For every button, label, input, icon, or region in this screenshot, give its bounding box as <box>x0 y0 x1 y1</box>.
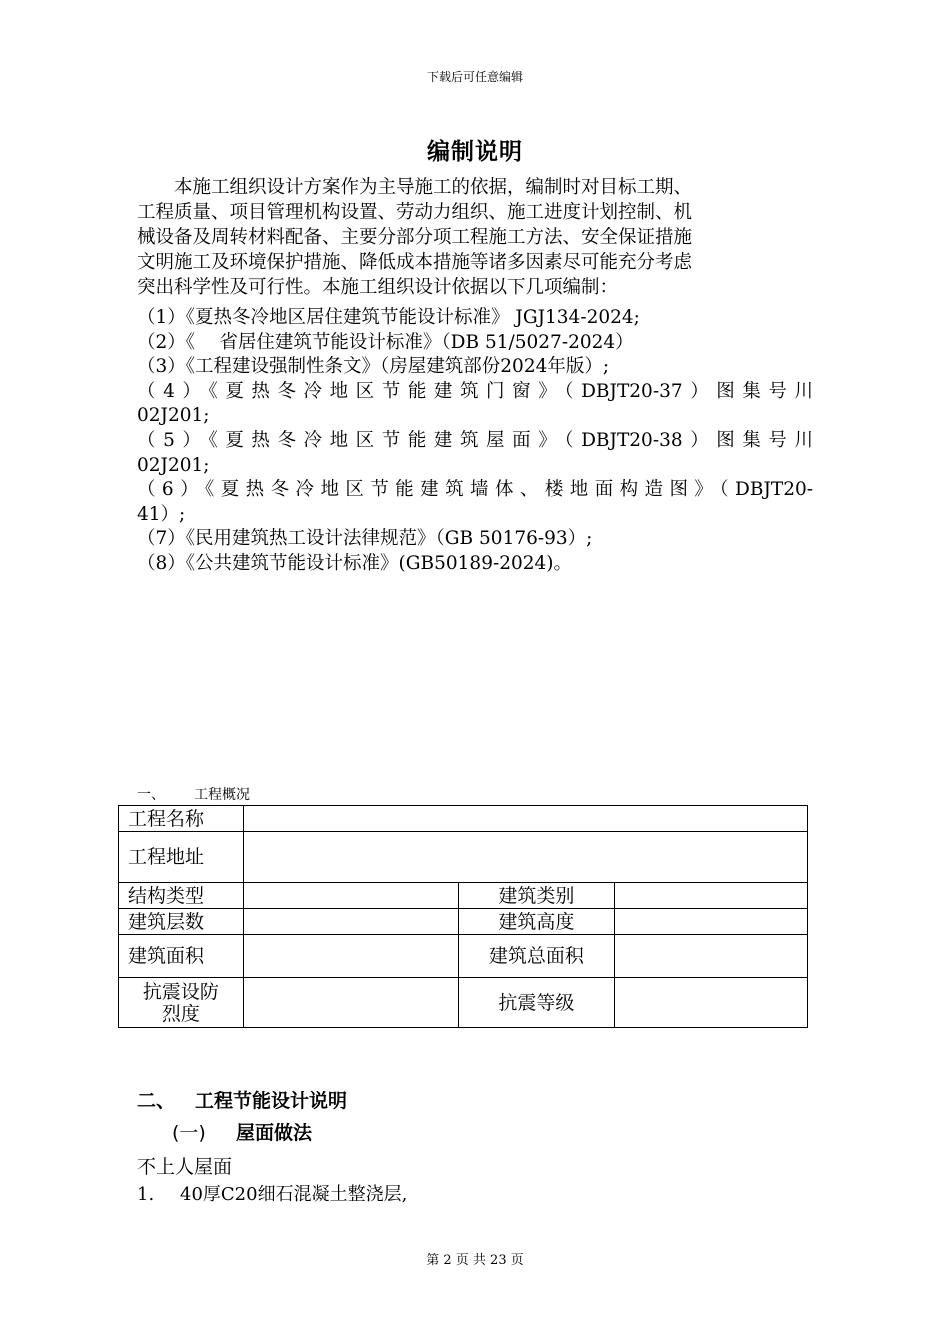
table-row <box>119 909 808 935</box>
value-cell <box>243 832 807 883</box>
label-cell: 建筑高度 <box>458 909 615 935</box>
intro-line: 文明施工及环境保护措施、降低成本措施等诸多因素尽可能充分考虑 <box>137 252 693 273</box>
label-cell: 工程名称 <box>119 806 244 832</box>
label-cell: 结构类型 <box>119 883 244 909</box>
reference-item-continued: 02J201; <box>137 405 210 427</box>
table-row <box>119 806 808 832</box>
list-item-text: 40厚C20细石混凝土整浇层, <box>180 1184 408 1205</box>
list-item <box>137 1180 407 1206</box>
reference-item: （7）《民用建筑热工设计法律规范》（GB 50176-93）; <box>137 528 593 550</box>
label-cell: 建筑类别 <box>458 883 615 909</box>
intro-line: 械设备及周转材料配备、主要分部分项工程施工方法、安全保证措施 <box>137 227 693 248</box>
table-row <box>119 935 808 978</box>
reference-item: （5）《夏热冬冷地区节能建筑屋面》（DBJT20-38）图集号川 <box>137 429 813 451</box>
label-cell: 建筑面积 <box>119 935 244 978</box>
intro-line: 工程质量、项目管理机构设置、劳动力组织、施工进度计划控制、机 <box>137 202 693 223</box>
reference-item: （1）《夏热冬冷地区居住建筑节能设计标准》 JGJ134-2024; <box>137 307 640 328</box>
page-title: 编制说明 <box>427 138 523 165</box>
intro-line: 本施工组织设计方案作为主导施工的依据，编制时对目标工期、 <box>137 177 693 198</box>
reference-item: （4）《夏热冬冷地区节能建筑门窗》（DBJT20-37）图集号川 <box>137 380 813 402</box>
label-cell: 抗震等级 <box>458 978 615 1028</box>
intro-line: 突出科学性及可行性。本施工组织设计依据以下几项编制： <box>137 277 619 298</box>
roof-type-text: 不上人屋面 <box>137 1156 233 1178</box>
page-header-note: 下载后可任意编辑 <box>426 70 523 84</box>
value-cell <box>243 909 458 935</box>
reference-item-continued: 41）; <box>137 503 186 525</box>
subsection-number: (一) <box>172 1122 206 1144</box>
section-number: 一、 <box>137 787 165 803</box>
label-cell: 建筑层数 <box>119 909 244 935</box>
reference-item: （6）《夏热冬冷地区节能建筑墙体、楼地面构造图》（DBJT20- <box>137 479 813 501</box>
section-number: 二、 <box>137 1090 176 1112</box>
label-cell: 工程地址 <box>119 832 244 883</box>
page-number-footer: 第 2 页 共 23 页 <box>426 1253 524 1268</box>
reference-item: （3）《工程建设强制性条文》（房屋建筑部份2024年版）; <box>137 356 610 378</box>
section-title: 工程概况 <box>194 787 250 803</box>
subsection-title: 屋面做法 <box>236 1122 313 1144</box>
subsection-heading-roof <box>172 1118 312 1145</box>
value-cell <box>243 883 458 909</box>
table-row <box>119 978 808 1028</box>
label-cell <box>119 978 244 1028</box>
section-heading-overview <box>137 784 250 804</box>
table-row <box>119 832 808 883</box>
label-line: 抗震设防 <box>142 980 219 1003</box>
reference-item-continued: 02J201; <box>137 454 210 476</box>
reference-item: （8）《公共建筑节能设计标准》(GB50189-2024)。 <box>137 552 573 574</box>
value-cell <box>243 978 458 1028</box>
table-row <box>119 883 808 909</box>
label-line: 烈度 <box>161 1002 200 1025</box>
label-cell: 建筑总面积 <box>458 935 615 978</box>
value-cell <box>615 935 808 978</box>
section-heading-energy-design <box>137 1086 347 1113</box>
intro-paragraph <box>137 175 813 300</box>
value-cell <box>615 978 808 1028</box>
list-item-number: 1. <box>137 1184 155 1205</box>
value-cell <box>615 909 808 935</box>
section-title: 工程节能设计说明 <box>195 1090 348 1112</box>
value-cell <box>243 806 807 832</box>
reference-item: （2）《 省居住建筑节能设计标准》（DB 51/5027-2024） <box>137 331 634 353</box>
project-info-table <box>118 805 808 1028</box>
value-cell <box>243 935 458 978</box>
value-cell <box>615 883 808 909</box>
reference-list <box>137 306 813 577</box>
